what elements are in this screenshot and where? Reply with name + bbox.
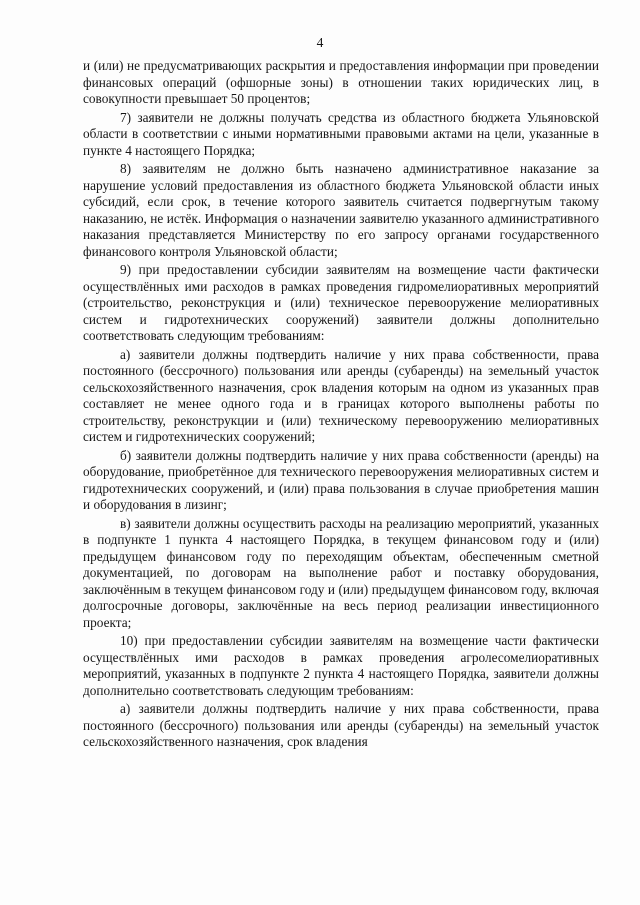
document-paragraph: 7) заявители не должны получать средства из областного бюджета Ульяновской области в соответствии с иными нормативными правовыми актами на цели, указанные в пункте 4 настоящего Порядка; [83, 109, 599, 158]
document-body [83, 58, 599, 751]
document-paragraph: а) заявители должны подтвердить наличие у них права собственности, права постоянного (бессрочного) пользования или аренды (субаренды) на земельный участок сельскохозяйственного назначения, срок владения которым на одном из указанных прав составляет не менее одного года и в границах которого выполнены работы по строительству, реконструкции и (или) техническому перевооружению мелиоративных систем и гидротехнических сооружений; [83, 346, 599, 444]
document-paragraph: и (или) не предусматривающих раскрытия и предоставления информации при проведении финансовых операций (офшорные зоны) в отношении таких юридических лиц, в совокупности превышает 50 процентов; [83, 58, 599, 106]
document-paragraph: а) заявители должны подтвердить наличие у них права собственности, права постоянного (бессрочного) пользования или аренды (субаренды) на земельный участок сельскохозяйственного назначения, срок владения [83, 701, 599, 749]
page-number: 4 [316, 35, 324, 50]
document-paragraph: в) заявители должны осуществить расходы на реализацию мероприятий, указанных в подпункте 1 пункта 4 настоящего Порядка, в текущем финансовом году и (или) предыдущем финансовом году по переходящим объектам, обеспеченным сметной документацией, по договорам на выполнение работ и поставку оборудования, заключённым в текущем финансовом году и (или) предыдущем финансовом году, включая долгосрочные договоры, заключённые на весь период реализации инвестиционного проекта; [83, 515, 599, 630]
document-paragraph: б) заявители должны подтвердить наличие у них права собственности (аренды) на оборудование, приобретённое для технического перевооружения мелиоративных систем и гидротехнических сооружений, и (или) права пользования в случае приобретения машин и оборудования в лизинг; [83, 447, 599, 512]
document-paragraph: 8) заявителям не должно быть назначено административное наказание за нарушение условий предоставления из областного бюджета Ульяновской области иных субсидий, если срок, в течение которого заявитель считается подвергнутым такому наказанию, не истёк. Информация о назначении заявителю указанного административного наказания представляется Министерству по его запросу органами государственного финансового контроля Ульяновской области; [83, 161, 599, 259]
document-paragraph: 10) при предоставлении субсидии заявителям на возмещение части фактически осуществлённых ими расходов в рамках проведения агролесомелиоративных мероприятий, указанных в подпункте 2 пункта 4 настоящего Порядка, заявители должны дополнительно соответствовать следующим требованиям: [83, 633, 599, 698]
document-paragraph: 9) при предоставлении субсидии заявителям на возмещение части фактически осуществлённых ими расходов в рамках проведения гидромелиоративных мероприятий (строительство, реконструкция и (или) техническое перевооружение мелиоративных систем и гидротехнических сооружений) заявители должны дополнительно соответствовать следующим требованиям: [83, 262, 599, 343]
